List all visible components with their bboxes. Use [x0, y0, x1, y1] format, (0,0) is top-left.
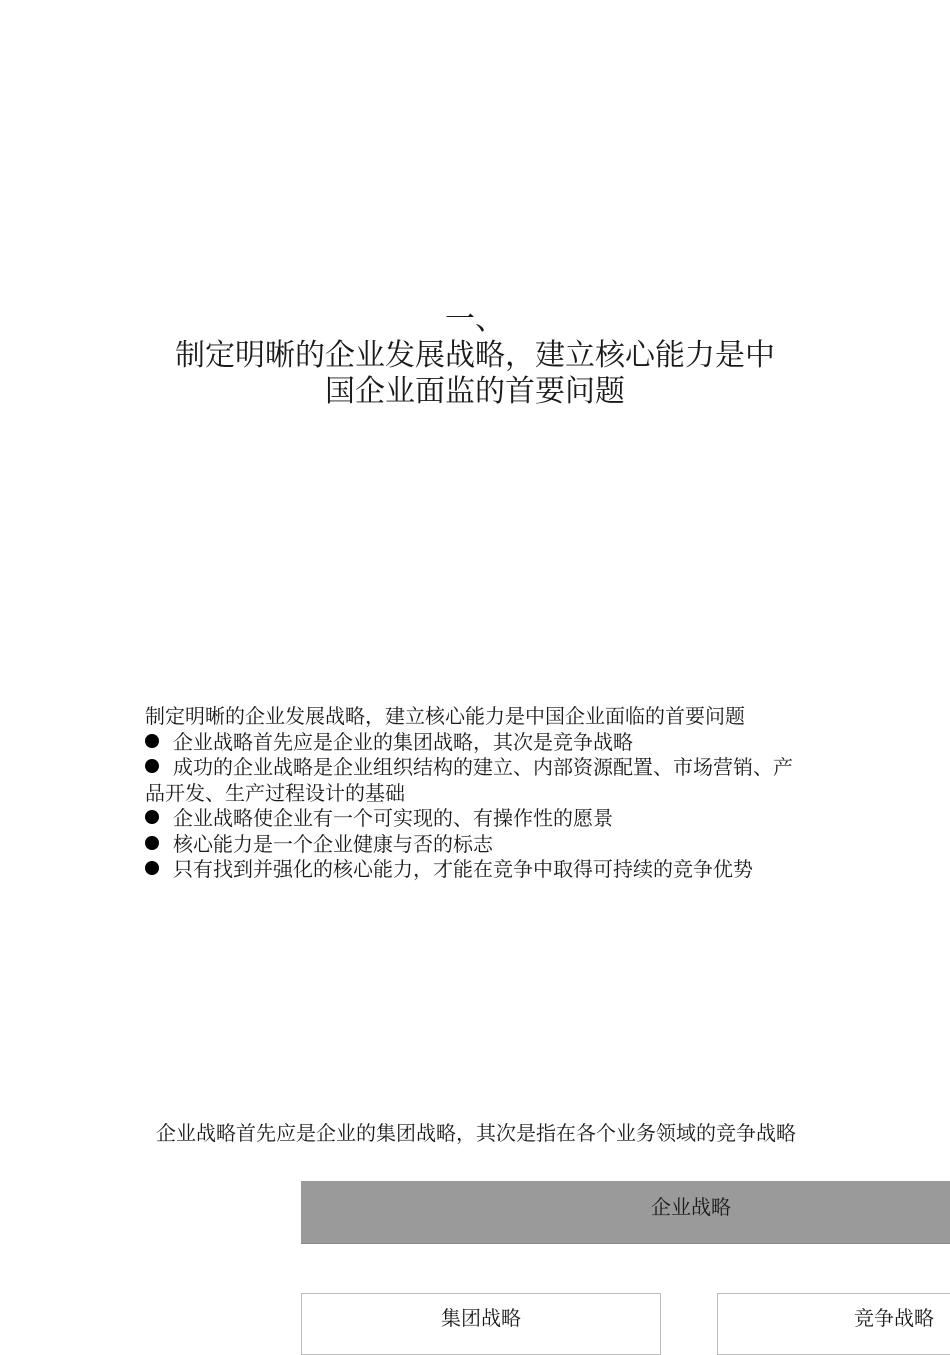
- bullet-item: [145, 730, 807, 756]
- group-strategy-label: 集团战略: [441, 1306, 521, 1330]
- corporate-strategy-box: [301, 1181, 950, 1244]
- bullet-text: 只有找到并强化的核心能力，才能在竞争中取得可持续的竞争优势: [173, 857, 753, 881]
- bullet-item: [145, 755, 807, 806]
- bullet-dot-icon: [145, 759, 159, 773]
- body-text: [145, 704, 807, 883]
- intro-paragraph: 制定明晰的企业发展战略，建立核心能力是中国企业面临的首要问题: [145, 704, 745, 728]
- bullet-text: 核心能力是一个企业健康与否的标志: [173, 831, 493, 856]
- bullet-text: 成功的企业战略是企业组织结构的建立、内部资源配置、市场营销、产品开发、生产过程设计的基础: [145, 755, 793, 805]
- section-number: 一、: [445, 302, 505, 337]
- bullet-item: [145, 832, 807, 858]
- section-title-line-2: 国企业面监的首要问题: [325, 374, 625, 409]
- bullet-dot-icon: [145, 810, 159, 824]
- competitive-strategy-box: [717, 1293, 950, 1355]
- section-heading: [145, 302, 805, 410]
- bullet-text: 企业战略使企业有一个可实现的、有操作性的愿景: [173, 806, 613, 830]
- bullet-dot-icon: [145, 734, 159, 748]
- bullet-item: [145, 806, 807, 832]
- group-strategy-box: [301, 1293, 661, 1355]
- competitive-strategy-label: 竞争战略: [854, 1306, 934, 1330]
- bullet-item: [145, 857, 807, 883]
- bullet-dot-icon: [145, 861, 159, 875]
- corporate-strategy-label: 企业战略: [651, 1195, 731, 1219]
- diagram-caption: 企业战略首先应是企业的集团战略，其次是指在各个业务领域的竞争战略: [156, 1121, 796, 1145]
- section-title-line-1: 制定明晰的企业发展战略，建立核心能力是中: [175, 338, 775, 373]
- bullet-text: 企业战略首先应是企业的集团战略，其次是竞争战略: [173, 729, 633, 754]
- bullet-dot-icon: [145, 836, 159, 850]
